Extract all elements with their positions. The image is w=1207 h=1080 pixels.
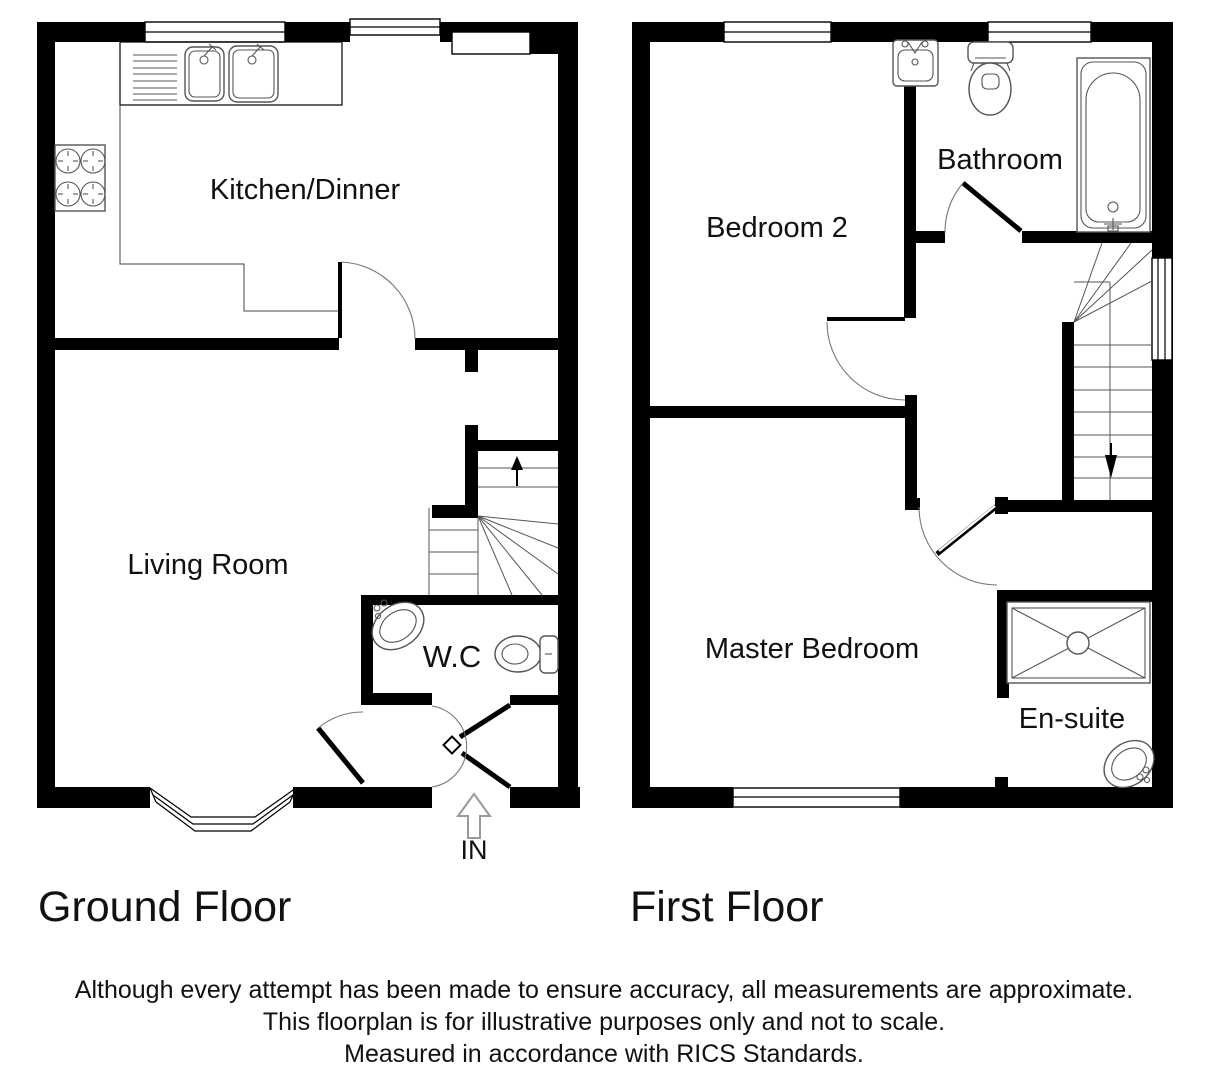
door-leaf	[937, 506, 997, 554]
disclaimer-line-3: Measured in accordance with RICS Standards.	[344, 1040, 864, 1068]
hob-icon	[55, 145, 105, 211]
disclaimer-line-2: This floorplan is for illustrative purposes only and not to scale.	[262, 1008, 946, 1036]
stairs-down-arrow-icon	[1105, 443, 1117, 478]
wc-label: W.C	[422, 639, 482, 674]
door-leaf	[462, 753, 510, 787]
disclaimer-line-1: Although every attempt has been made to ensure accuracy, all measurements are approximate.	[74, 976, 1134, 1004]
disclaimer	[75, 976, 1133, 1068]
wc-basin-tap	[374, 605, 380, 611]
window	[452, 32, 530, 54]
bathroom-door	[945, 183, 1021, 233]
toilet-icon	[968, 42, 1013, 115]
entrance-in-arrow-icon	[458, 794, 490, 838]
ground-floor-title: Ground Floor	[38, 883, 292, 931]
kitchen-door	[338, 262, 415, 339]
living-room-label: Living Room	[127, 549, 289, 581]
stairs-first-floor	[1074, 243, 1152, 500]
door-leaf	[318, 728, 363, 783]
shower-icon	[1007, 602, 1150, 683]
door-leaf	[460, 705, 510, 737]
bedroom2-door	[827, 317, 905, 400]
living-room-door	[318, 712, 363, 783]
bathroom-label: Bathroom	[937, 144, 1063, 176]
kitchen-boundary	[120, 105, 339, 311]
master-bedroom-label: Master Bedroom	[704, 633, 920, 665]
kitchen-sink-icon	[185, 44, 278, 102]
door-arc	[341, 262, 415, 339]
entrance-door	[432, 705, 510, 787]
door-arc	[827, 322, 905, 400]
master-bedroom-door	[919, 506, 997, 585]
door-leaf	[827, 317, 905, 321]
door-leaf	[338, 262, 342, 338]
drainer-icon	[133, 55, 177, 100]
kitchen-label: Kitchen/Dinner	[209, 174, 401, 206]
door-leaf	[963, 183, 1021, 231]
wc-toilet-icon	[495, 636, 558, 673]
first-floor-title: First Floor	[630, 883, 824, 931]
window	[1152, 258, 1172, 360]
bathroom-sink-icon	[893, 40, 938, 86]
bedroom2-label: Bedroom 2	[706, 212, 848, 244]
stairs-up-arrow-icon	[511, 456, 523, 486]
first-floor-plan	[630, 22, 1173, 931]
door-arc	[318, 712, 363, 728]
ensuite-label: En-suite	[1018, 703, 1126, 735]
ground-floor-plan	[37, 19, 580, 931]
bathtub-icon	[1077, 58, 1150, 232]
bay-window	[150, 788, 296, 831]
in-label: IN	[460, 835, 488, 865]
stairs-ground-floor	[429, 456, 558, 595]
ground-floor-walls	[37, 22, 580, 808]
door-arc	[919, 507, 997, 585]
door-hinge	[444, 737, 461, 754]
door-arc	[945, 183, 963, 233]
